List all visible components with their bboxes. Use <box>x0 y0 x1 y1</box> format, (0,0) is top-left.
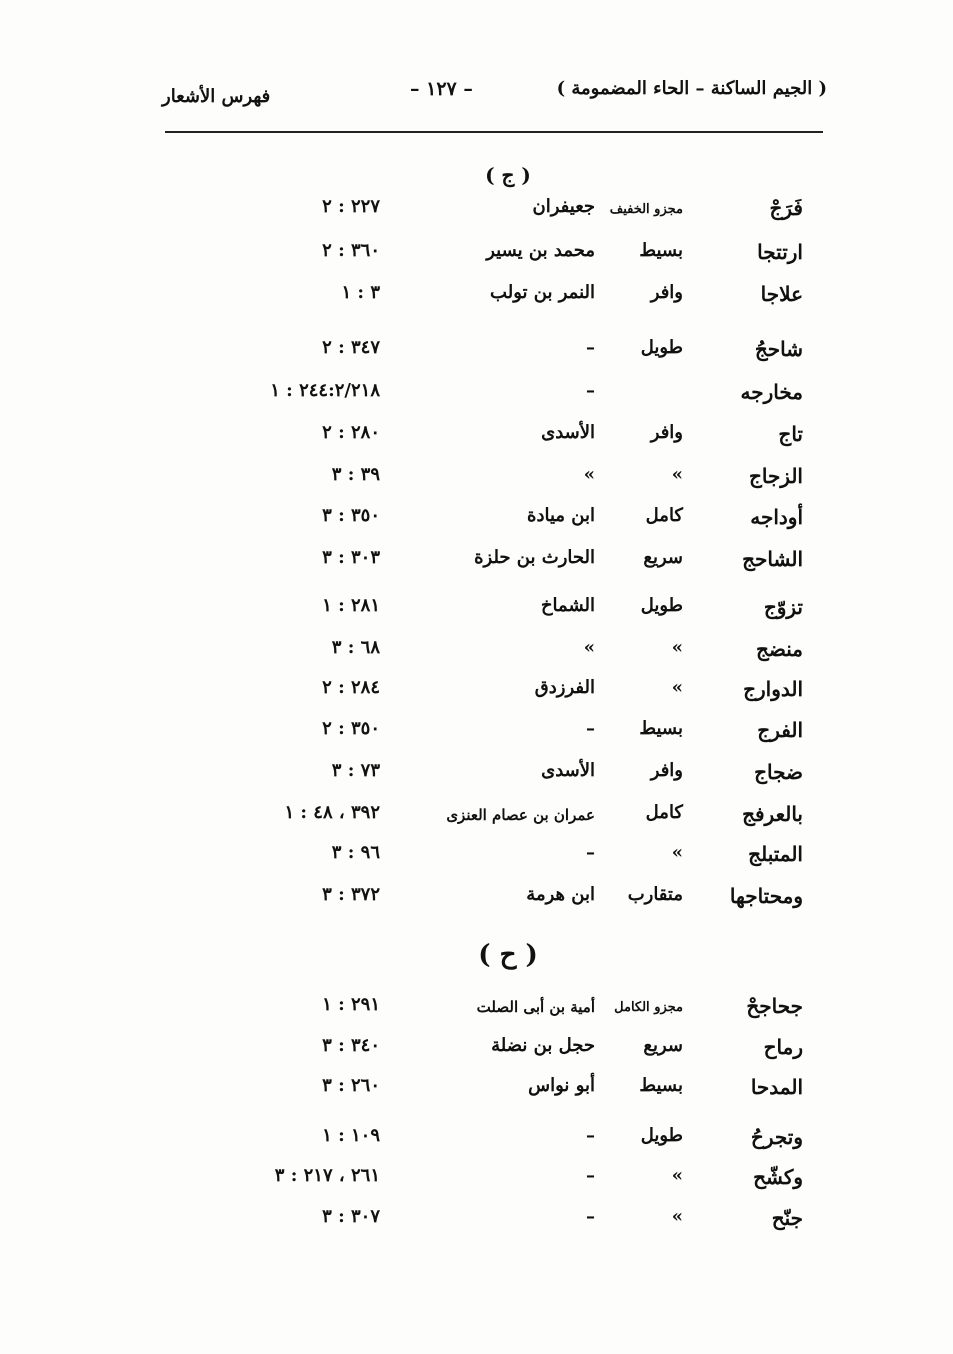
meter-name: مجزو الكامل <box>614 1000 683 1015</box>
rhyme-word: الزجاج <box>748 464 803 488</box>
index-row <box>0 884 953 920</box>
poet-name: عمران بن عصام العنزى <box>446 806 595 824</box>
index-row <box>0 505 953 541</box>
index-row <box>0 422 953 458</box>
poet-name: حجل بن نضلة <box>491 1035 595 1056</box>
rhyme-word: بالعرفج <box>742 802 803 826</box>
meter-name: كامل <box>645 802 683 823</box>
meter-name: » <box>671 1206 683 1227</box>
index-row <box>0 1165 953 1201</box>
volume-page-ref: ٣ : ١ <box>341 282 380 303</box>
header-rule <box>165 131 823 133</box>
index-row <box>0 380 953 416</box>
volume-page-ref: ٣٦٠ : ٢ <box>322 240 380 261</box>
rhyme-word: منضج <box>755 637 803 661</box>
poet-name: الشماخ <box>540 595 595 616</box>
index-row <box>0 677 953 713</box>
meter-name: » <box>671 464 683 485</box>
running-header-section: ( الجيم الساكنة – الحاء المضمومة ) <box>556 78 827 99</box>
volume-page-ref: ١٠٩ : ١ <box>322 1125 380 1146</box>
volume-page-ref: ٦٨ : ٣ <box>331 637 380 658</box>
rhyme-word: أوداجه <box>750 505 803 529</box>
volume-page-ref: ٣٤٧ : ٢ <box>322 337 380 358</box>
poet-name: الأسدى <box>541 760 595 781</box>
poet-name: الحارث بن حلزة <box>474 547 595 568</box>
poet-name: – <box>586 337 595 358</box>
rhyme-word: تاج <box>778 422 803 446</box>
poet-name: – <box>586 842 595 863</box>
meter-name: متقارب <box>627 884 683 905</box>
index-row <box>0 196 953 232</box>
section-title: ( ج ) <box>485 163 531 187</box>
rhyme-word: شاحجُ <box>754 337 803 361</box>
poet-name: النمر بن تولب <box>490 282 595 303</box>
rhyme-word: ارتتجا <box>757 240 803 264</box>
poet-name: أمية بن أبى الصلت <box>476 998 595 1016</box>
index-row <box>0 337 953 373</box>
index-row <box>0 547 953 583</box>
index-row <box>0 595 953 631</box>
meter-name: سريع <box>643 547 683 568</box>
poet-name: أبو نواس <box>528 1075 595 1096</box>
meter-name: طويل <box>640 595 683 616</box>
poet-name: الأسدى <box>541 422 595 443</box>
volume-page-ref: ٣٩ : ٣ <box>331 464 380 485</box>
rhyme-word: جحاجحْ <box>746 994 803 1018</box>
volume-page-ref: ٧٣ : ٣ <box>331 760 380 781</box>
index-row <box>0 718 953 754</box>
meter-name: مجزو الخفيف <box>609 202 683 217</box>
rhyme-word: فَرَجْ <box>769 196 803 220</box>
index-row <box>0 802 953 838</box>
index-row <box>0 464 953 500</box>
rhyme-word: جنّح <box>771 1206 803 1230</box>
meter-name: طويل <box>640 337 683 358</box>
rhyme-word: وتجرحُ <box>750 1125 803 1149</box>
poet-name: » <box>583 637 595 658</box>
volume-page-ref: ٣٥٠ : ٢ <box>322 718 380 739</box>
meter-name: بسيط <box>639 240 683 261</box>
volume-page-ref: ٢٨٤ : ٢ <box>322 677 380 698</box>
index-row <box>0 282 953 318</box>
volume-page-ref: ٣٥٠ : ٣ <box>322 505 380 526</box>
index-row <box>0 637 953 673</box>
page-number: – ١٢٧ – <box>410 78 473 100</box>
index-row <box>0 842 953 878</box>
rhyme-word: الفرج <box>757 718 803 742</box>
poet-name: – <box>586 1125 595 1146</box>
poet-name: – <box>586 718 595 739</box>
meter-name: وافر <box>650 282 683 303</box>
rhyme-word: المتبلج <box>748 842 803 866</box>
poet-name: محمد بن يسير <box>486 240 595 261</box>
poet-name: » <box>583 464 595 485</box>
rhyme-word: المدحا <box>750 1075 803 1099</box>
index-row <box>0 1125 953 1161</box>
meter-name: بسيط <box>639 1075 683 1096</box>
volume-page-ref: ٩٦ : ٣ <box>331 842 380 863</box>
rhyme-word: الشاحج <box>742 547 803 571</box>
rhyme-word: وكشّح <box>753 1165 803 1189</box>
poet-name: – <box>586 1206 595 1227</box>
rhyme-word: ضجاج <box>754 760 803 784</box>
volume-page-ref: ٣٤٠ : ٣ <box>322 1035 380 1056</box>
rhyme-word: ومحتاجها <box>729 884 803 908</box>
volume-page-ref: ٢٨٠ : ٢ <box>322 422 380 443</box>
section-title: ( ح ) <box>478 940 538 970</box>
running-header-title: فهرس الأشعار <box>162 86 271 107</box>
poet-name: الفرزدق <box>534 677 595 698</box>
poet-name: ابن هرمة <box>526 884 595 905</box>
volume-page-ref: ٢٤٤:٢/٢١٨ : ١ <box>270 380 380 401</box>
volume-page-ref: ٢٩١ : ١ <box>322 994 380 1015</box>
meter-name: » <box>671 1165 683 1186</box>
volume-page-ref: ٣٠٧ : ٣ <box>322 1206 380 1227</box>
meter-name: » <box>671 637 683 658</box>
index-row <box>0 1075 953 1111</box>
meter-name: كامل <box>645 505 683 526</box>
meter-name: وافر <box>650 760 683 781</box>
meter-name: بسيط <box>639 718 683 739</box>
volume-page-ref: ٣٠٣ : ٣ <box>322 547 380 568</box>
rhyme-word: تزوّج <box>763 595 803 619</box>
poet-name: ابن ميادة <box>527 505 595 526</box>
poet-name: – <box>586 1165 595 1186</box>
rhyme-word: الدوارج <box>743 677 803 701</box>
volume-page-ref: ٣٧٢ : ٣ <box>322 884 380 905</box>
rhyme-word: مخارجه <box>740 380 803 404</box>
index-row <box>0 760 953 796</box>
index-row <box>0 1206 953 1242</box>
meter-name: سريع <box>643 1035 683 1056</box>
meter-name: » <box>671 677 683 698</box>
meter-name: طويل <box>640 1125 683 1146</box>
volume-page-ref: ٢٦٠ : ٣ <box>322 1075 380 1096</box>
volume-page-ref: ٣٩٢ ، ٤٨ : ١ <box>284 802 380 823</box>
volume-page-ref: ٢٢٧ : ٢ <box>322 196 380 217</box>
meter-name: وافر <box>650 422 683 443</box>
index-row <box>0 240 953 276</box>
volume-page-ref: ٢٨١ : ١ <box>322 595 380 616</box>
meter-name: » <box>671 842 683 863</box>
volume-page-ref: ٢٦١ ، ٢١٧ : ٣ <box>274 1165 380 1186</box>
rhyme-word: رماح <box>763 1035 803 1059</box>
index-row <box>0 994 953 1030</box>
rhyme-word: علاجا <box>760 282 803 306</box>
poet-name: – <box>586 380 595 401</box>
poet-name: جعيفران <box>532 196 595 217</box>
index-row <box>0 1035 953 1071</box>
